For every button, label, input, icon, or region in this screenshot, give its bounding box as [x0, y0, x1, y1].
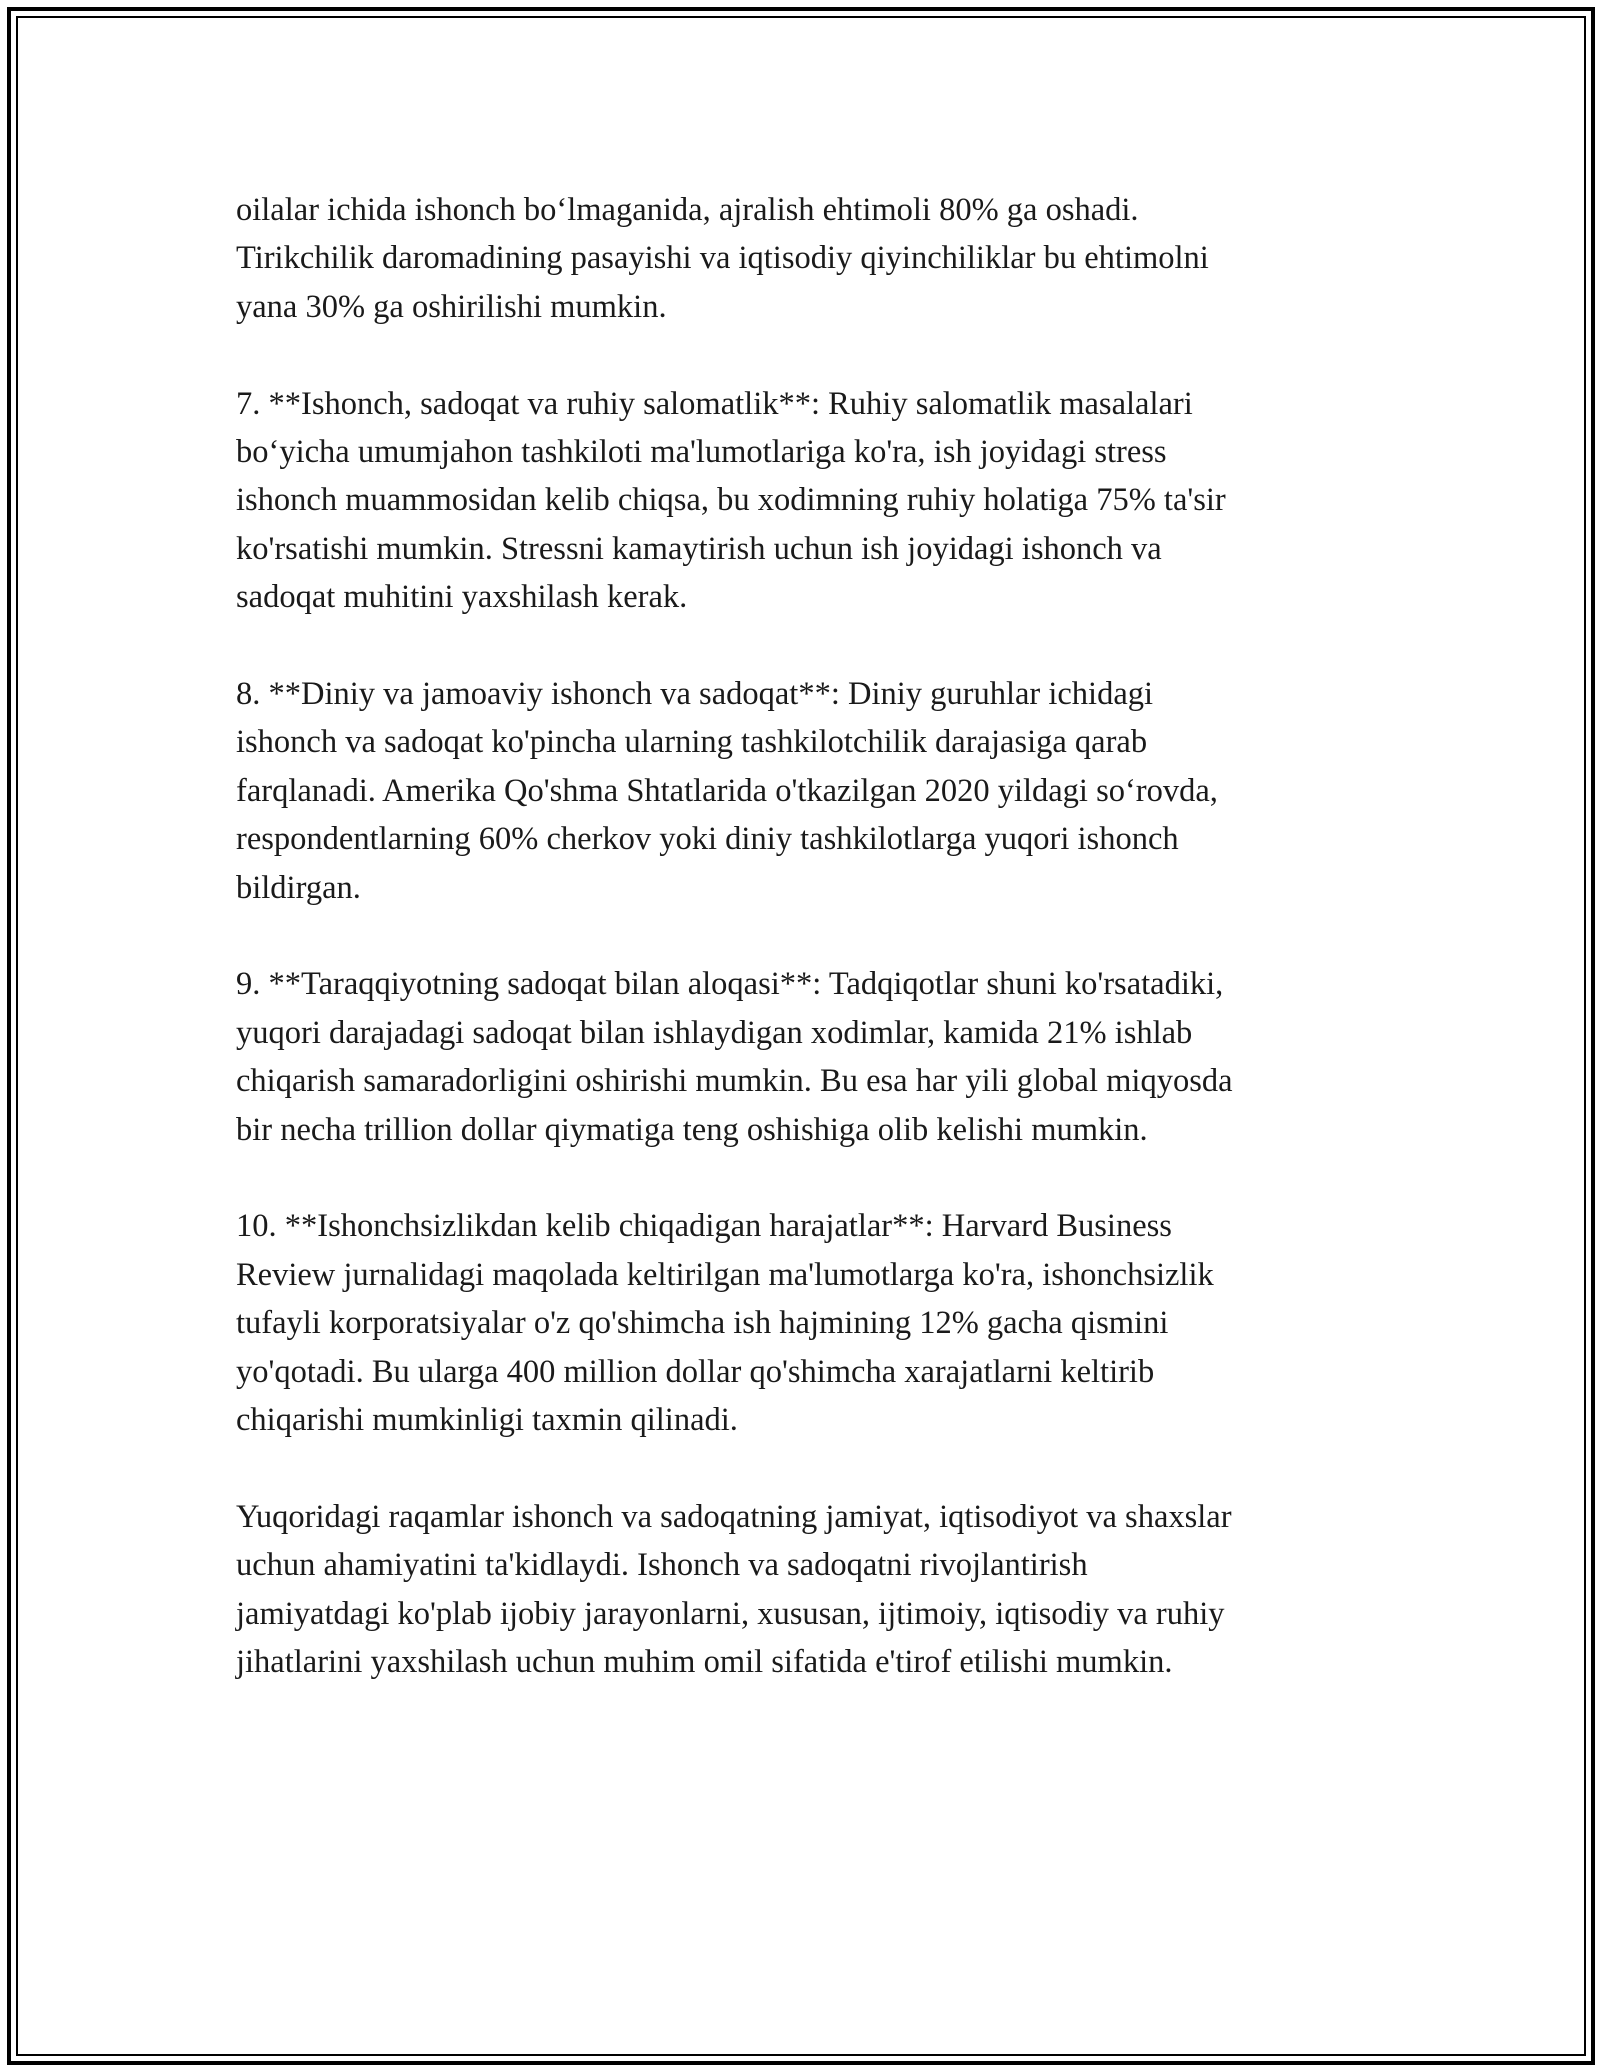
text-line: ishonch muammosidan kelib chiqsa, bu xodimning ruhiy holatiga 75% ta'sir [236, 482, 1226, 519]
text-line: 9. **Taraqqiyotning sadoqat bilan aloqasi**: Tadqiqotlar shuni ko'rsatadiki, [236, 966, 1224, 1003]
text-line: yana 30% ga oshirilishi mumkin. [236, 288, 667, 325]
text-line: tufayli korporatsiyalar o'z qo'shimcha ish hajmining 12% gacha qismini [236, 1305, 1169, 1342]
paragraph-item-10-distrust-costs [236, 1202, 1396, 1444]
text-line: uchun ahamiyatini ta'kidlaydi. Ishonch va sadoqatni rivojlantirish [236, 1547, 1088, 1584]
paragraph-conclusion [236, 1493, 1396, 1687]
text-line: Review jurnalidagi maqolada keltirilgan ma'lumotlarga ko'ra, ishonchsizlik [236, 1256, 1214, 1293]
text-line: ishonch va sadoqat ko'pincha ularning tashkilotchilik darajasiga qarab [236, 724, 1148, 761]
text-line: chiqarishi mumkinligi taxmin qilinadi. [236, 1402, 738, 1439]
text-line: bo‘yicha umumjahon tashkiloti ma'lumotlariga ko'ra, ish joyidagi stress [236, 434, 1167, 471]
paragraph-item-9-progress [236, 960, 1396, 1154]
paragraph-divorce-trust [236, 186, 1396, 331]
text-line: jihatlarini yaxshilash uchun muhim omil sifatida e'tirof etilishi mumkin. [236, 1644, 1173, 1681]
paragraph-item-8-religious-trust [236, 670, 1396, 912]
text-line: Tirikchilik daromadining pasayishi va iqtisodiy qiyinchiliklar bu ehtimolni [236, 240, 1209, 277]
text-line: bir necha trillion dollar qiymatiga teng oshishiga olib kelishi mumkin. [236, 1111, 1148, 1148]
text-line: respondentlarning 60% cherkov yoki diniy tashkilotlarga yuqori ishonch [236, 821, 1179, 858]
paragraph-item-7-mental-health [236, 380, 1396, 622]
text-line: 10. **Ishonchsizlikdan kelib chiqadigan harajatlar**: Harvard Business [236, 1208, 1172, 1245]
text-line: yuqori darajadagi sadoqat bilan ishlaydigan xodimlar, kamida 21% ishlab [236, 1014, 1193, 1051]
text-line: oilalar ichida ishonch bo‘lmaganida, ajralish ehtimoli 80% ga oshadi. [236, 192, 1139, 228]
text-line: sadoqat muhitini yaxshilash kerak. [236, 579, 688, 616]
text-line: chiqarish samaradorligini oshirishi mumkin. Bu esa har yili global miqyosda [236, 1063, 1233, 1100]
text-line: bildirgan. [236, 869, 361, 906]
text-line: Yuqoridagi raqamlar ishonch va sadoqatning jamiyat, iqtisodiyot va shaxslar [236, 1498, 1232, 1535]
text-line: ko'rsatishi mumkin. Stressni kamaytirish uchun ish joyidagi ishonch va [236, 530, 1162, 567]
text-line: 7. **Ishonch, sadoqat va ruhiy salomatlik**: Ruhiy salomatlik masalalari [236, 385, 1193, 422]
document-body [236, 186, 1396, 1735]
text-line: 8. **Diniy va jamoaviy ishonch va sadoqat**: Diniy guruhlar ichidagi [236, 676, 1154, 713]
text-line: farqlanadi. Amerika Qo'shma Shtatlarida o'tkazilgan 2020 yildagi so‘rovda, [236, 772, 1218, 809]
text-line: yo'qotadi. Bu ularga 400 million dollar qo'shimcha xarajatlarni keltirib [236, 1353, 1155, 1390]
text-line: jamiyatdagi ko'plab ijobiy jarayonlarni, xususan, ijtimoiy, iqtisodiy va ruhiy [236, 1595, 1225, 1632]
